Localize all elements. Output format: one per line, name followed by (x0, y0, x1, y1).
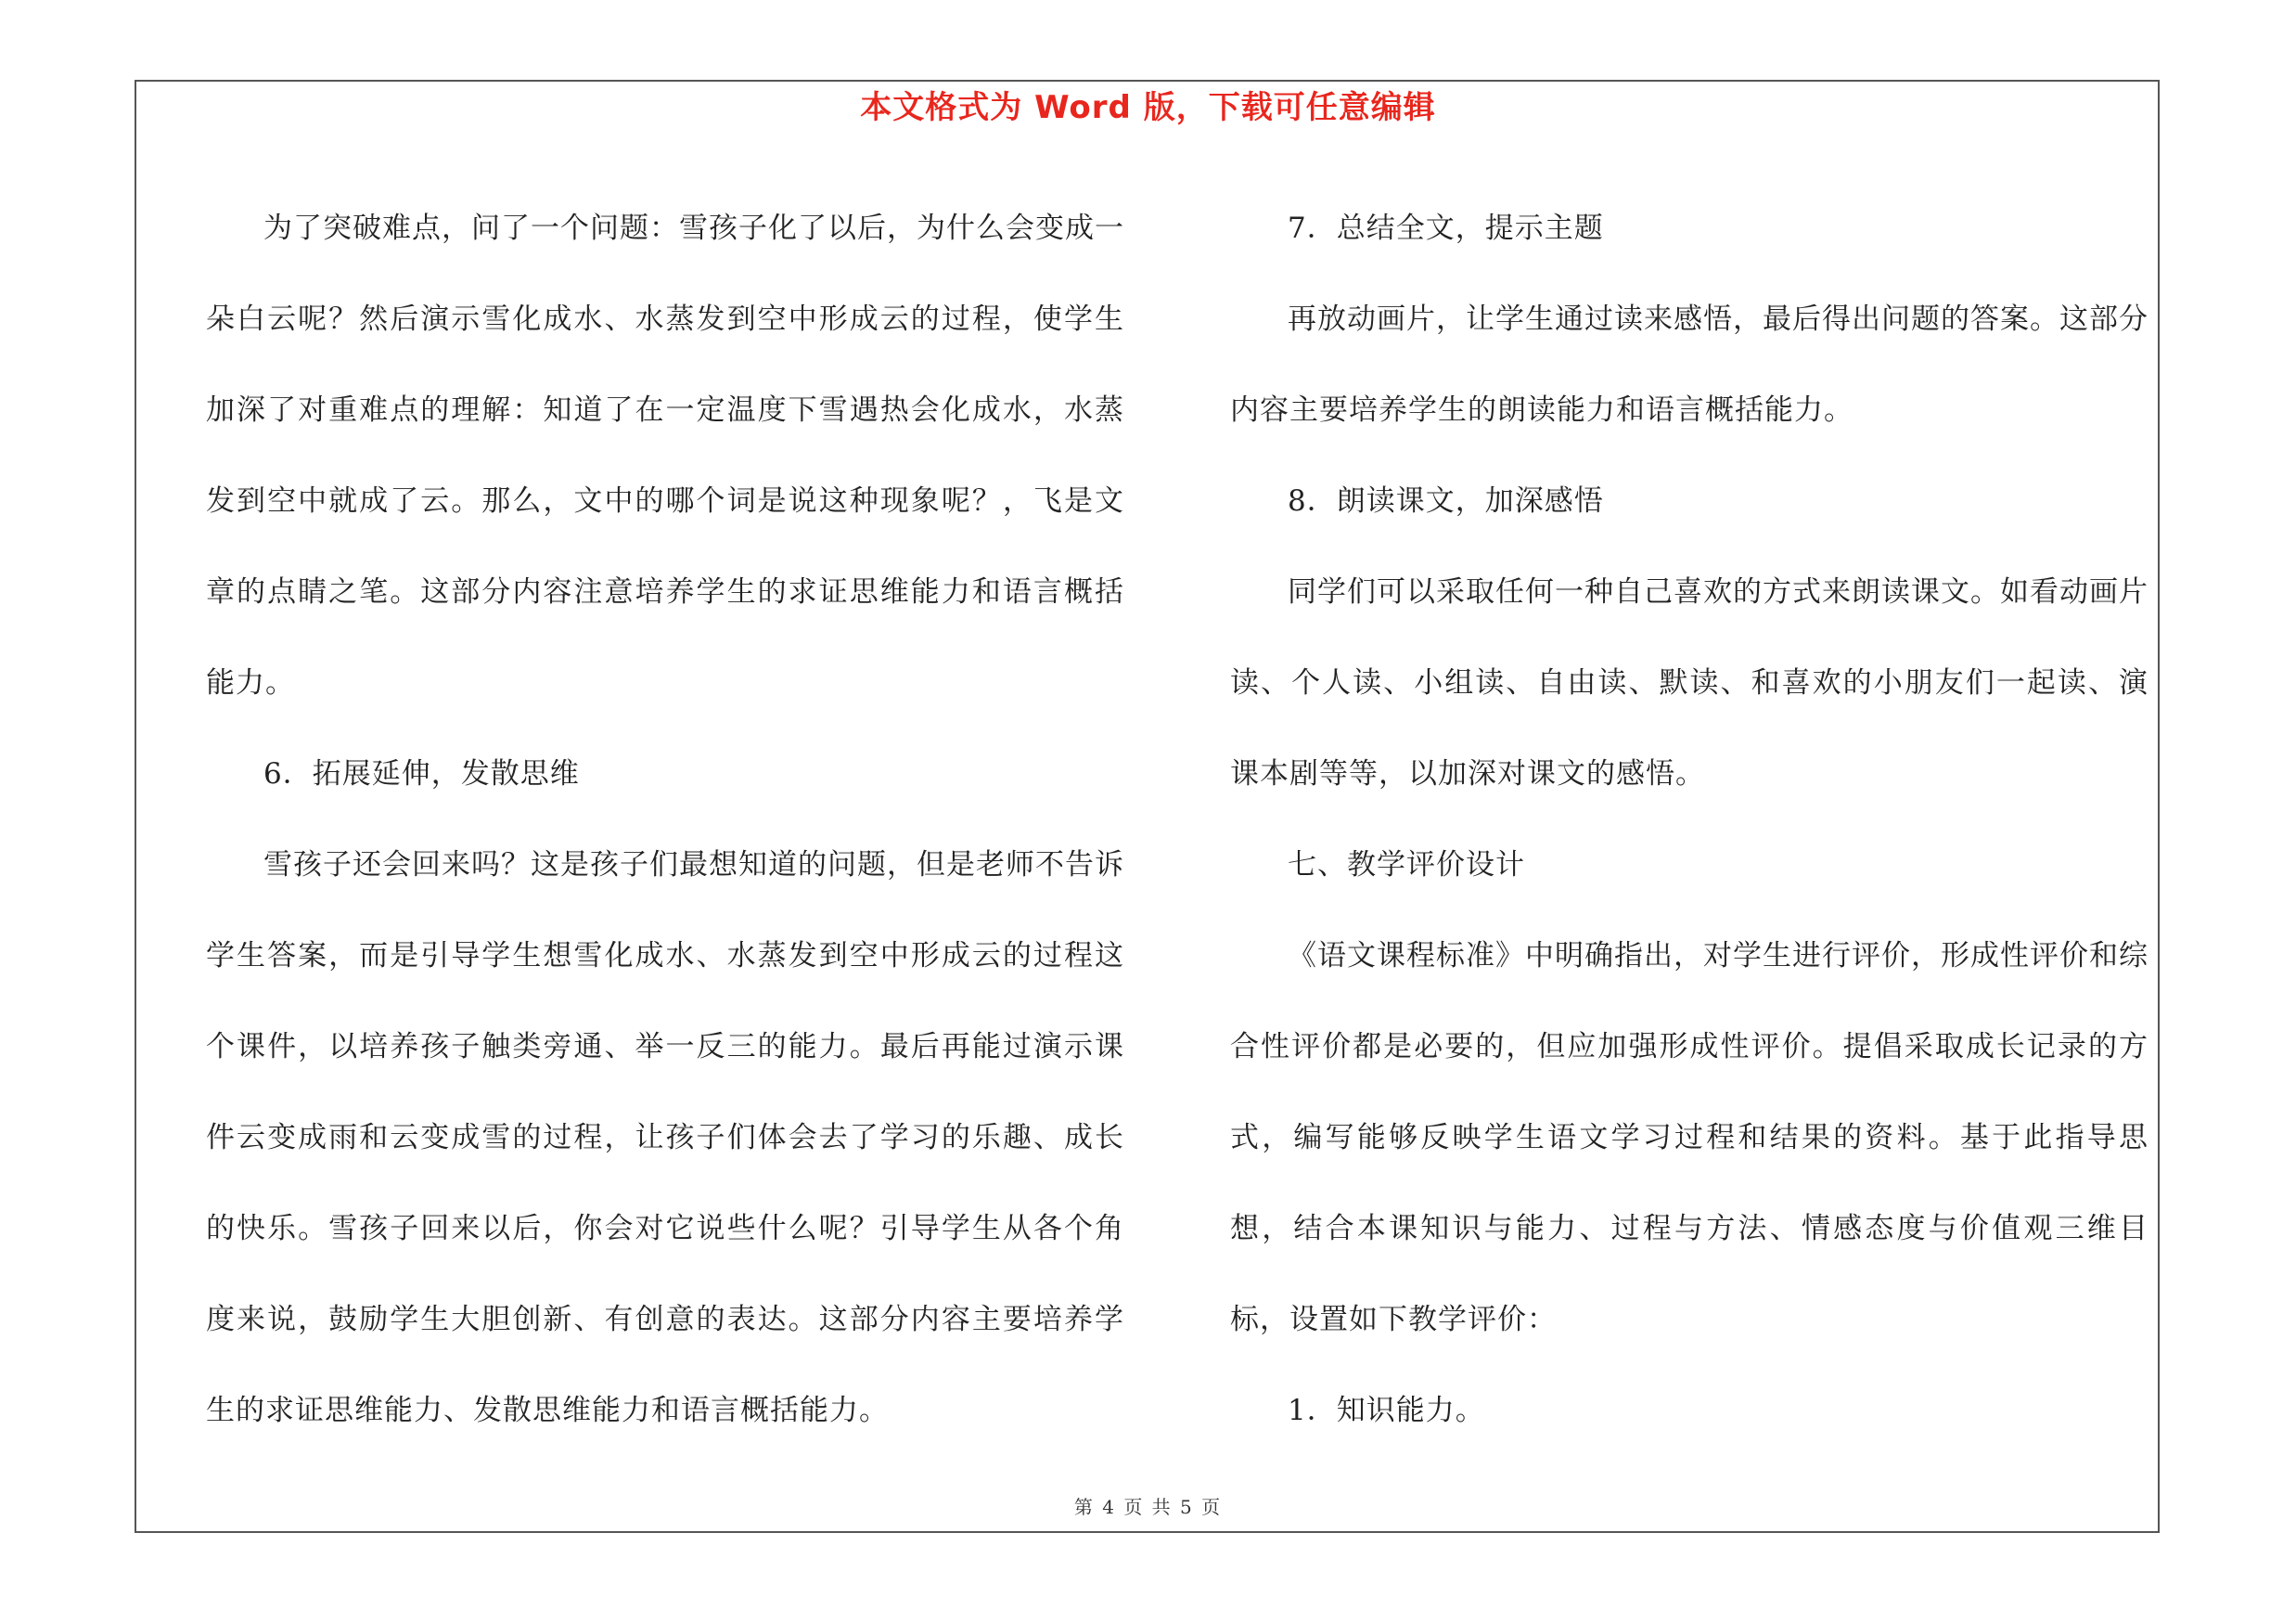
right-paragraph-1: 再放动画片，让学生通过读来感悟，最后得出问题的答案。这部分内容主要培养学生的朗读能力和语言概括能力。 (1230, 303, 2148, 427)
section-heading-8: 8．朗读课文，加深感悟 (1288, 484, 1604, 518)
section-heading-7: 7．总结全文，提示主题 (1288, 212, 1604, 245)
section-heading-6: 6．拓展延伸，发散思维 (263, 757, 580, 791)
header-banner: 本文格式为 Word 版，下载可任意编辑 (860, 89, 1436, 126)
right-paragraph-2: 同学们可以采取任何一种自己喜欢的方式来朗读课文。如看动画片读、个人读、小组读、自由读、默读、和喜欢的小朋友们一起读、演课本剧等等，以加深对课文的感悟。 (1230, 575, 2148, 791)
list-item-knowledge: 1．知识能力。 (1288, 1394, 1485, 1427)
page-footer: 第 4 页 共 5 页 (1073, 1496, 1223, 1518)
section-heading-evaluation: 七、教学评价设计 (1288, 848, 1525, 882)
right-column (1230, 183, 2148, 1456)
left-column (206, 183, 1124, 1456)
left-paragraph-1: 为了突破难点，问了一个问题：雪孩子化了以后，为什么会变成一朵白云呢？然后演示雪化成水、水蒸发到空中形成云的过程，使学生加深了对重难点的理解：知道了在一定温度下雪遇热会化成水，水蒸发到空中就成了云。那么，文中的哪个词是说这种现象呢？，飞是文章的点睛之笔。这部分内容注意培养学生的求证思维能力和语言概括能力。 (206, 212, 1124, 700)
left-paragraph-2: 雪孩子还会回来吗？这是孩子们最想知道的问题，但是老师不告诉学生答案，而是引导学生想雪化成水、水蒸发到空中形成云的过程这个课件，以培养孩子触类旁通、举一反三的能力。最后再能过演示课件云变成雨和云变成雪的过程，让孩子们体会去了学习的乐趣、成长的快乐。雪孩子回来以后，你会对它说些什么呢？引导学生从各个角度来说，鼓励学生大胆创新、有创意的表达。这部分内容主要培养学生的求证思维能力、发散思维能力和语言概括能力。 (206, 848, 1124, 1427)
right-paragraph-3: 《语文课程标准》中明确指出，对学生进行评价，形成性评价和综合性评价都是必要的，但应加强形成性评价。提倡采取成长记录的方式，编写能够反映学生语文学习过程和结果的资料。基于此指导思想，结合本课知识与能力、过程与方法、情感态度与价值观三维目标，设置如下教学评价： (1230, 939, 2148, 1336)
